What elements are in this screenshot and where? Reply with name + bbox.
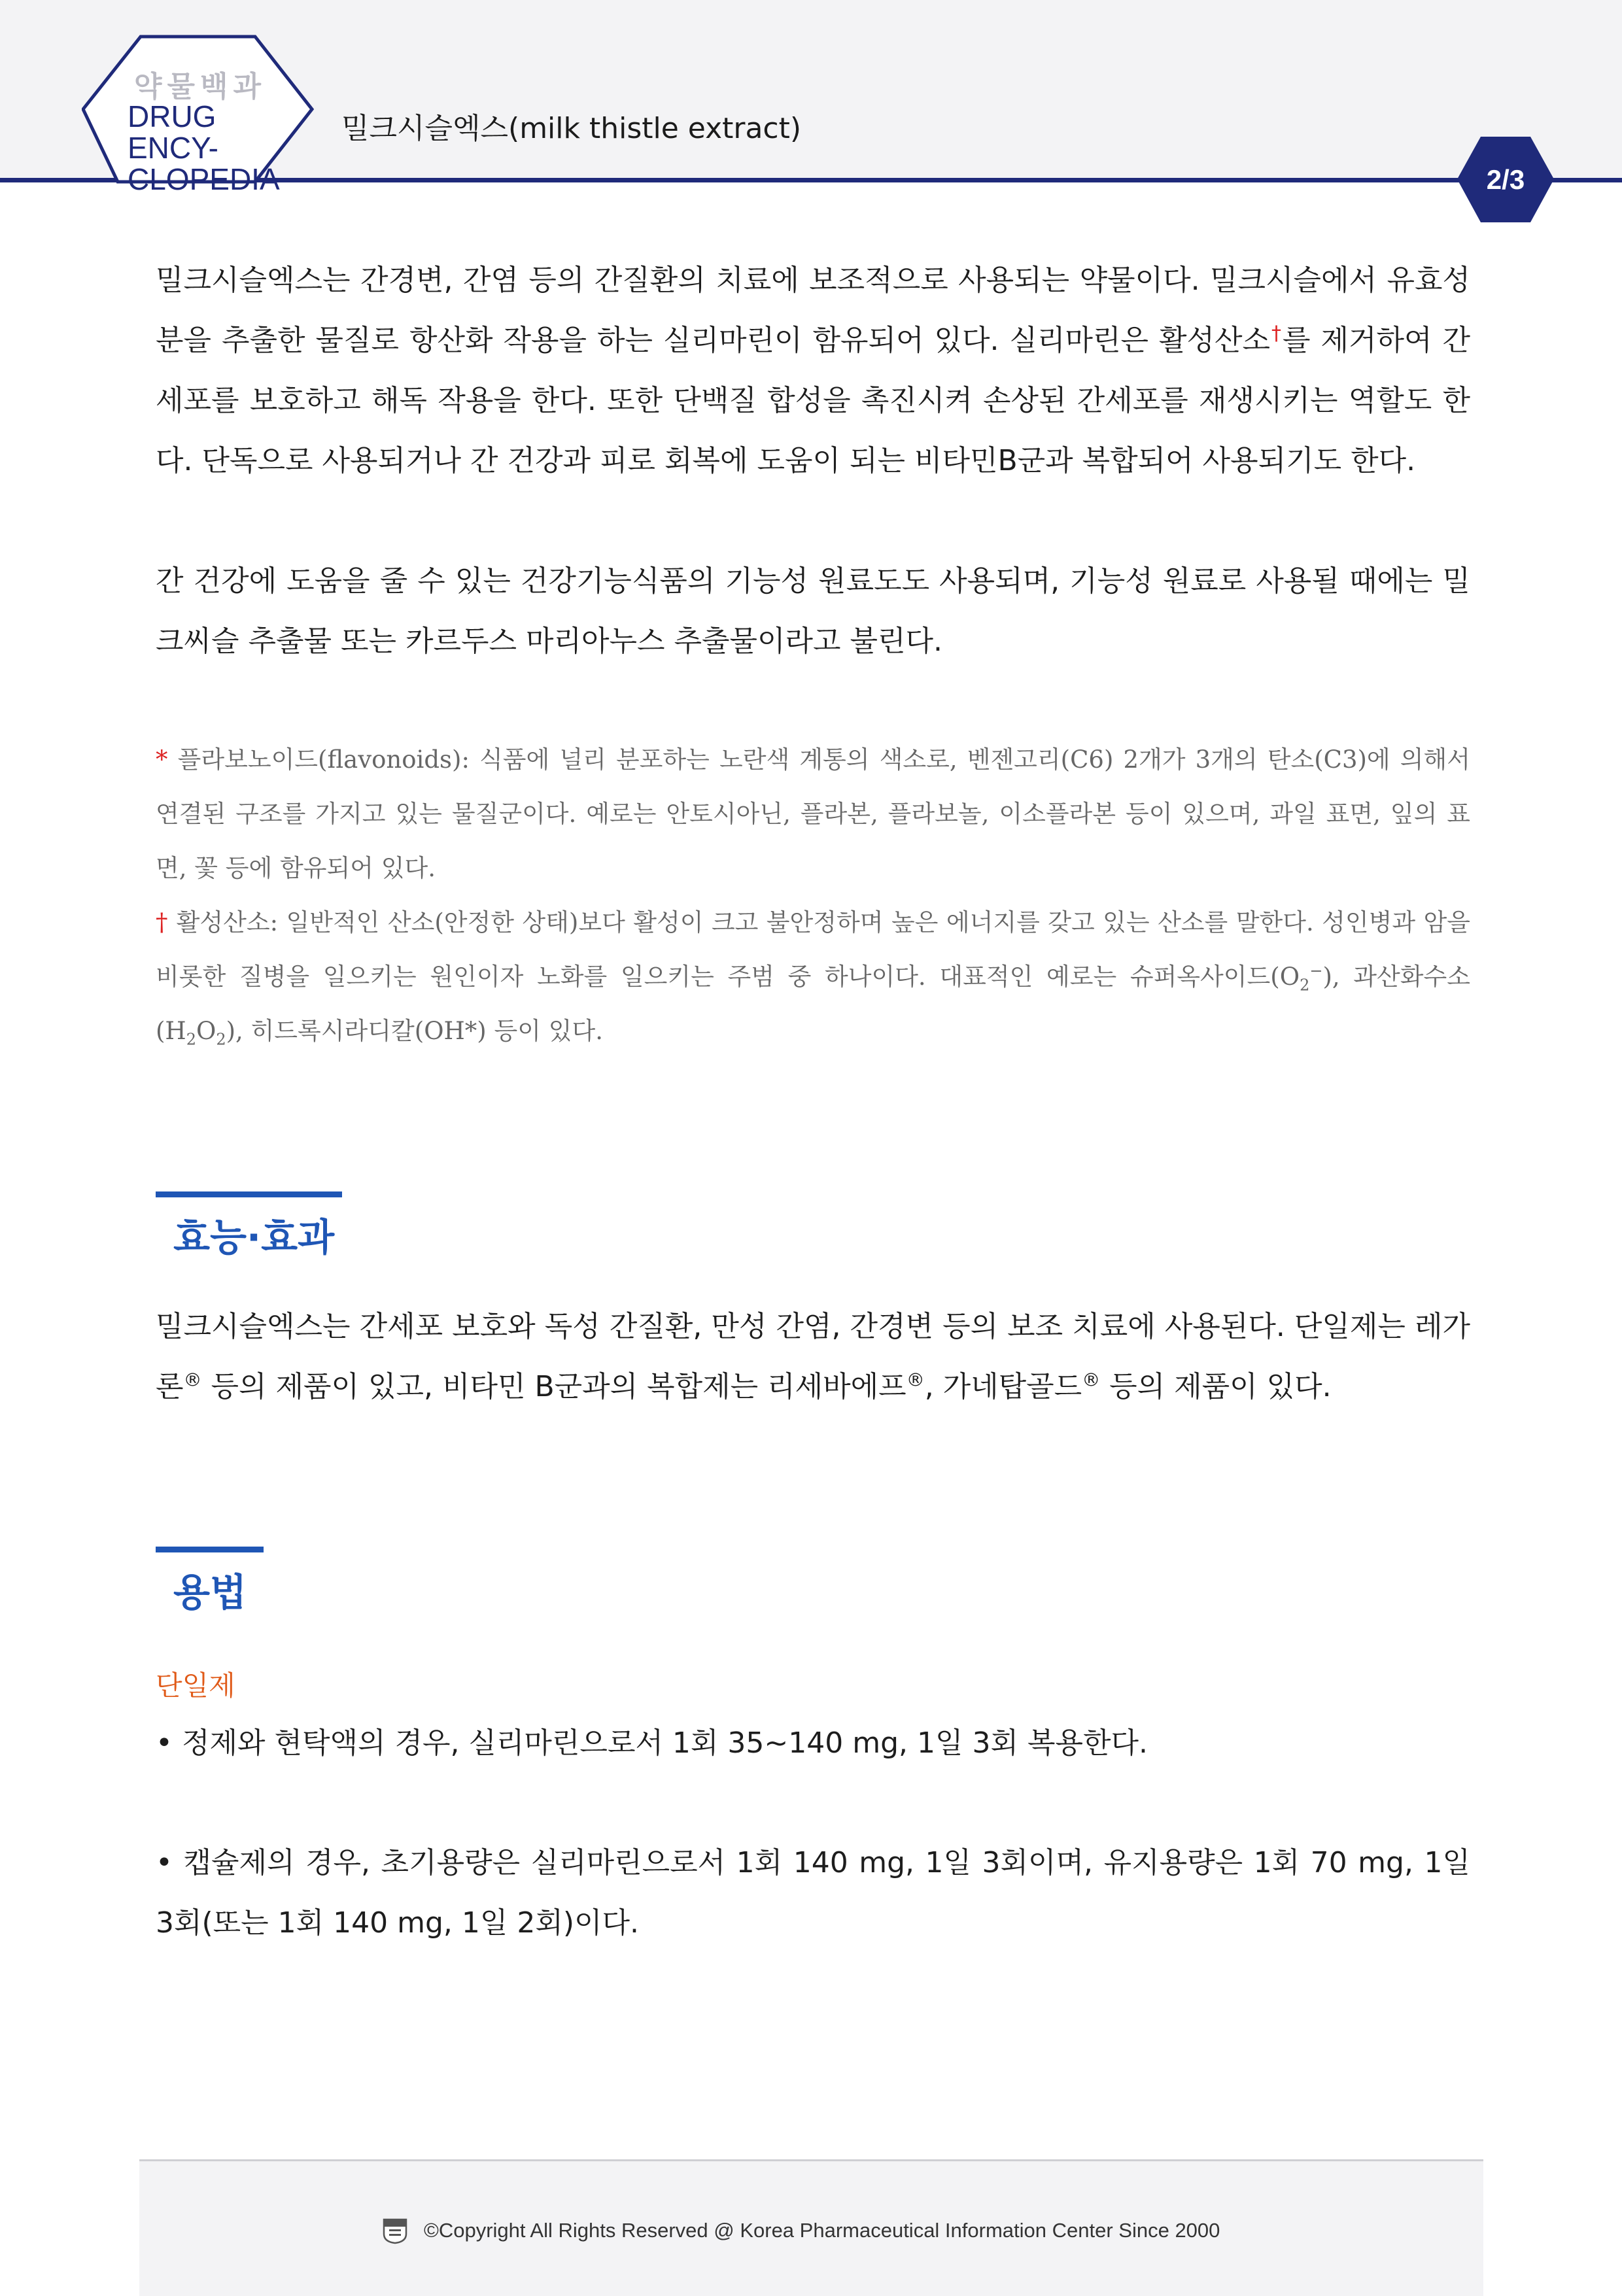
- intro-paragraph-1: [156, 250, 1470, 491]
- copyright-text: ©Copyright All Rights Reserved @ Korea Pharmaceutical Information Center Since 2000: [424, 2219, 1220, 2242]
- usage-bullet-1-text: • 정제와 현탁액의 경우, 실리마린으로서 1회 35~140 mg, 1일 3회 복용한다.: [156, 1726, 1148, 1760]
- usage-subheading: 단일제: [156, 1670, 235, 1702]
- intro-text-a: 밀크시슬엑스는 간경변, 간염 등의 간질환의 치료에 보조적으로 사용되는 약물이다. 밀크시슬에서 유효성분을 추출한 물질로 항산화 작용을 하는 실리마린이 함유되어 있다. 실리마린은 활성산소: [156, 264, 1470, 357]
- efficacy-text-d: 등의 제품이 있다.: [1100, 1370, 1332, 1403]
- usage-section-bar: [156, 1547, 264, 1552]
- logo-english-text: [128, 101, 314, 195]
- footnote-active-oxygen-text-c: O: [196, 1017, 216, 1045]
- drug-encyclopedia-logo: [82, 34, 314, 196]
- registered-mark: ®: [906, 1369, 925, 1391]
- subscript-2: 2: [186, 1030, 196, 1049]
- intro-text-b: 를 제거하여 간세포를 보호하고 해독 작용을 한다. 또한 단백질 합성을 촉진시켜 손상된 간세포를 재생시키는 역할도 한다. 단독으로 사용되거나 간 건강과 피로 회복에 도움이 되는 비타민B군과 복합되어 사용되기도 한다.: [156, 324, 1470, 477]
- footnote-flavonoids: [156, 732, 1470, 895]
- usage-heading: 용법: [173, 1570, 247, 1615]
- usage-bullet-1: [156, 1713, 1470, 1773]
- efficacy-section-bar: [156, 1191, 342, 1197]
- intro-text-2: 간 건강에 도움을 줄 수 있는 건강기능식품의 기능성 원료도도 사용되며, 기능성 원료로 사용될 때에는 밀크씨슬 추출물 또는 카르두스 마리아누스 추출물이라고 불린다.: [156, 564, 1470, 658]
- footnote-active-oxygen-text-b: ), 과산화수소(H: [156, 963, 1471, 1045]
- efficacy-paragraph: [156, 1297, 1470, 1417]
- page-title: 밀크시슬엑스(milk thistle extract): [341, 112, 802, 145]
- logo-english-line1: DRUG ENCY-: [128, 99, 218, 165]
- kpic-emblem-icon: [381, 2217, 409, 2244]
- footnote-flavonoids-text: 플라보노이드(flavonoids): 식품에 널리 분포하는 노란색 계통의 색소로, 벤젠고리(C6) 2개가 3개의 탄소(C3)에 의해서 연결된 구조를 가지고 있는 물질군이다. 예로는 안토시아닌, 플라본, 플라보놀, 이소플라본 등이 있으며, 과일 표면, 잎의 표면, 꽃 등에 함유되어 있다.: [156, 745, 1470, 882]
- efficacy-text-c: , 가네탑골드: [924, 1370, 1082, 1403]
- dagger-mark: †: [1270, 322, 1283, 345]
- asterisk-mark: *: [156, 745, 168, 774]
- logo-english-line2: CLOPEDIA: [128, 162, 280, 196]
- efficacy-heading: 효능·효과: [173, 1215, 335, 1259]
- dagger-note-mark: †: [156, 908, 169, 936]
- logo-korean-text: 약물백과: [134, 70, 267, 103]
- usage-bullet-2: [156, 1833, 1470, 1953]
- superscript-minus: −: [1309, 961, 1323, 980]
- subscript-2: 2: [1300, 976, 1310, 995]
- page-indicator: [1456, 135, 1555, 224]
- footnote-active-oxygen-text-d: ), 히드록시라디칼(OH*) 등이 있다.: [226, 1017, 603, 1045]
- footnote-active-oxygen: [156, 895, 1470, 1058]
- subscript-2: 2: [216, 1030, 226, 1049]
- efficacy-text-a: 밀크시슬엑스는 간세포 보호와 독성 간질환, 만성 간염, 간경변 등의 보조 치료에 사용된다. 단일제는 레가론: [156, 1310, 1470, 1403]
- intro-paragraph-2: [156, 551, 1470, 672]
- footnotes: [156, 732, 1470, 1058]
- footnote-active-oxygen-text-a: 활성산소: 일반적인 산소(안정한 상태)보다 활성이 크고 불안정하며 높은 에너지를 갖고 있는 산소를 말한다. 성인병과 암을 비롯한 질병을 일으키는 원인이자 노화를 일으키는 주범 중 하나이다. 대표적인 예로는 슈퍼옥사이드(O: [156, 908, 1471, 991]
- page-number: 2/3: [1486, 164, 1525, 195]
- footer: [139, 2159, 1483, 2296]
- usage-bullet-2-text: • 캡슐제의 경우, 초기용량은 실리마린으로서 1회 140 mg, 1일 3회이며, 유지용량은 1회 70 mg, 1일 3회(또는 1회 140 mg, 1일 2회)이다.: [156, 1846, 1470, 1940]
- registered-mark: ®: [183, 1369, 202, 1391]
- registered-mark: ®: [1082, 1369, 1101, 1391]
- efficacy-text-b: 등의 제품이 있고, 비타민 B군과의 복합제는 리세바에프: [201, 1370, 906, 1403]
